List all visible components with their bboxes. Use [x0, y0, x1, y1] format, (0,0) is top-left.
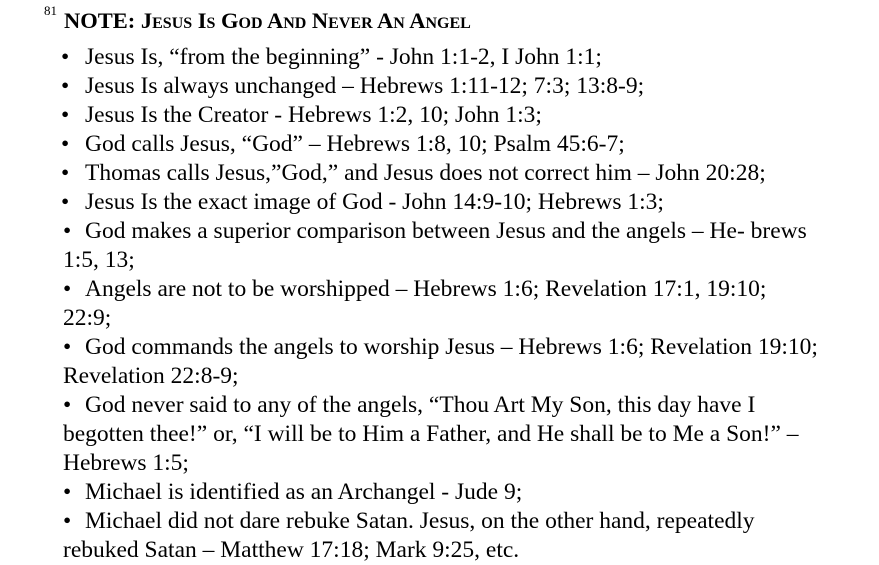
bullet-icon: • [63, 392, 72, 418]
list-item [0, 333, 879, 391]
bullet-icon: • [61, 73, 70, 99]
list-item [0, 159, 879, 188]
list-item-text: Michael did not dare rebuke Satan. Jesus, on the other hand, repeatedly rebuked Satan – Matthew 17:18; Mark 9:25, etc. [63, 508, 755, 563]
list-item-text: Jesus Is the Creator - Hebrews 1:2, 10; John 1:3; [85, 102, 542, 128]
bullet-list [0, 43, 879, 565]
list-item [0, 478, 879, 507]
bullet-icon: • [63, 276, 72, 302]
note-title: NOTE: Jesus Is God And Never An Angel [64, 8, 471, 33]
bullet-icon: • [61, 131, 70, 157]
list-item-text: Angels are not to be worshipped – Hebrews 1:6; Revelation 17:1, 19:10; 22:9; [63, 276, 767, 331]
list-item-text: God makes a superior comparison between Jesus and the angels – He- brews 1:5, 13; [63, 218, 807, 273]
bullet-icon: • [61, 102, 70, 128]
list-item-text: Jesus Is always unchanged – Hebrews 1:11-12; 7:3; 13:8-9; [85, 73, 645, 99]
list-item [0, 391, 879, 478]
list-item-text: God never said to any of the angels, “Thou Art My Son, this day have I begotten thee!” or, “I will be to Him a Father, and He shall be to Me a Son!” – Hebrews 1:5; [63, 392, 799, 476]
bullet-icon: • [61, 189, 70, 215]
footnote-number: 81 [44, 3, 57, 18]
list-item [0, 507, 879, 565]
list-item [0, 275, 879, 333]
bullet-icon: • [63, 218, 72, 244]
list-item [0, 130, 879, 159]
bullet-icon: • [61, 44, 70, 70]
list-item-text: Thomas calls Jesus,”God,” and Jesus does not correct him – John 20:28; [85, 160, 766, 186]
bullet-icon: • [61, 160, 70, 186]
list-item-text: Jesus Is the exact image of God - John 14:9-10; Hebrews 1:3; [85, 189, 664, 215]
list-item-text: Michael is identified as an Archangel - Jude 9; [85, 479, 523, 505]
bullet-icon: • [63, 479, 72, 505]
list-item-text: Jesus Is, “from the beginning” - John 1:1-2, I John 1:1; [85, 44, 602, 70]
list-item-text: God commands the angels to worship Jesus – Hebrews 1:6; Revelation 19:10; Revelation 22:8-9; [63, 334, 818, 389]
list-item [0, 101, 879, 130]
list-item [0, 72, 879, 101]
bullet-icon: • [63, 508, 72, 534]
list-item [0, 217, 879, 275]
list-item-text: God calls Jesus, “God” – Hebrews 1:8, 10; Psalm 45:6-7; [85, 131, 625, 157]
list-item [0, 43, 879, 72]
list-item [0, 188, 879, 217]
bullet-icon: • [63, 334, 72, 360]
